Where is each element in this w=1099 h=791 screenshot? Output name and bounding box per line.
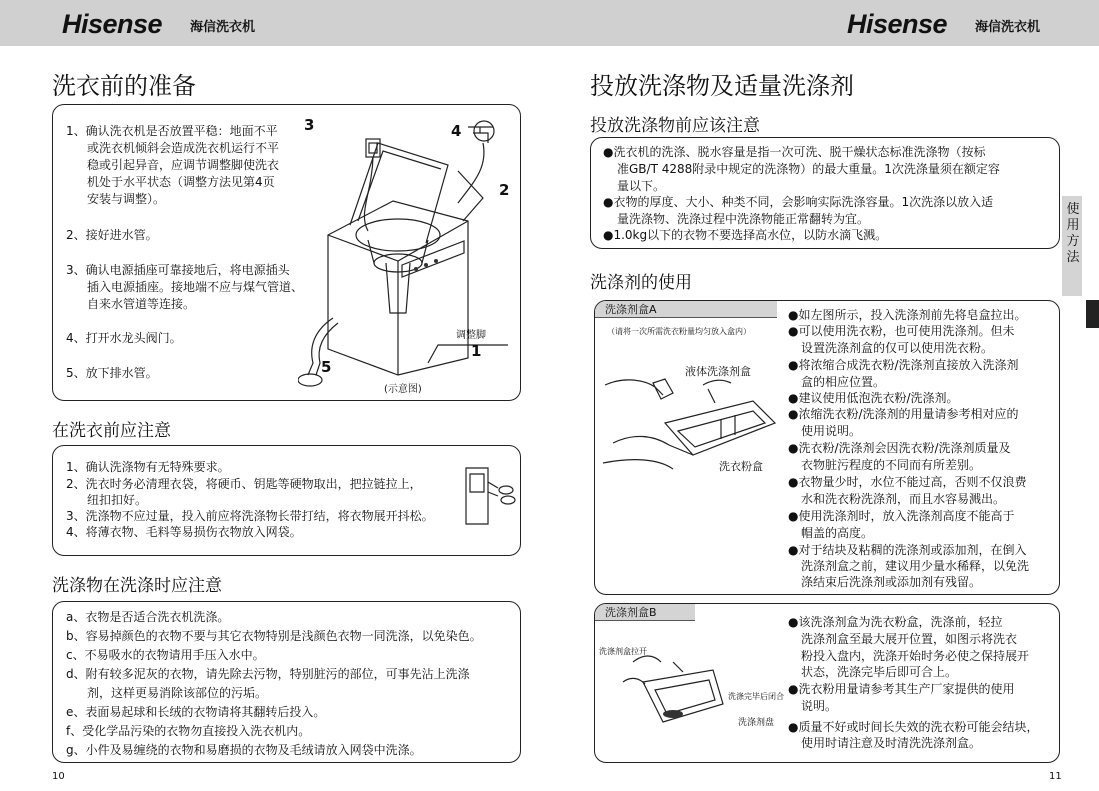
notice-line: 准GB/T 4288附录中规定的洗涤物）的最大重量。1次洗涤量须在额定容 <box>617 162 1000 176</box>
liquid-box-label: 液体洗涤剂盒 <box>685 365 751 378</box>
box-a-line: 帽盖的高度。 <box>801 526 874 540</box>
box-a-line: ●将浓缩合成洗衣粉/洗涤剂直接放入洗涤剂 <box>788 358 1019 372</box>
prep-line: 1、确认洗衣机是否放置平稳：地面不平 <box>66 124 278 138</box>
during-wash-title: 洗涤物在洗涤时应注意 <box>52 576 222 596</box>
detergent-drawer-illustration <box>603 373 785 483</box>
detergent-box-a <box>594 300 1060 595</box>
prep-line: 5、放下排水管。 <box>66 366 158 380</box>
prep-line: 4、打开水龙头阀门。 <box>66 331 182 345</box>
before-wash-title: 在洗衣前应注意 <box>52 421 171 441</box>
side-tab-label: 使用方法 <box>1066 202 1080 265</box>
box-a-line: 洗涤剂盒之前，建议用少量水稀释，以免洗 <box>801 559 1030 573</box>
notice-line: ●洗衣机的洗涤、脱水容量是指一次可洗、脱干燥状态标准洗涤物（按标 <box>603 145 986 159</box>
notice-line: 量洗涤物、洗涤过程中洗涤物能正常翻转为宜。 <box>617 212 870 226</box>
box-a-line: 盒的相应位置。 <box>801 375 886 389</box>
during-wash-line: e、表面易起球和长绒的衣物请将其翻转后投入。 <box>66 705 326 719</box>
before-wash-box <box>52 445 521 556</box>
notice-line: ●衣物的厚度、大小、种类不同，会影响实际洗涤容量。1次洗涤以放入适 <box>603 195 994 209</box>
detergent-tray-label: 洗涤剂盘 <box>738 718 775 728</box>
during-wash-line: g、小件及易缠绕的衣物和易磨损的衣物及毛绒请放入网袋中洗涤。 <box>66 743 422 757</box>
box-b-line: ●洗衣粉用量请参考其生产厂家提供的使用 <box>788 682 1015 696</box>
prep-title: 洗衣前的准备 <box>52 72 196 100</box>
before-wash-line: 4、将薄衣物、毛料等易损伤衣物放入网袋。 <box>66 525 302 539</box>
drawer-b-illustration <box>603 632 743 742</box>
callout-3: 3 <box>304 116 315 134</box>
during-wash-line: 剂，这样更易消除该部位的污垢。 <box>87 686 268 700</box>
box-a-line: 设置洗涤剂盒的仅可以使用洗衣粉。 <box>801 341 994 355</box>
box-b-line: 粉投入盘内，洗涤开始时务必使之保持展开 <box>801 649 1030 663</box>
during-wash-line: c、不易吸水的衣物请用手压入水中。 <box>66 648 265 662</box>
washing-machine-illustration <box>298 113 518 393</box>
page-number-left: 10 <box>52 771 65 782</box>
during-wash-line: b、容易掉颜色的衣物不要与其它衣物特别是浅颜色衣物一同洗涤，以免染色。 <box>66 629 482 643</box>
notice-box <box>590 137 1060 249</box>
prep-line: 2、接好进水管。 <box>66 228 158 242</box>
box-a-line: ●使用洗涤剂时，放入洗涤剂高度不能高于 <box>788 509 1015 523</box>
before-wash-line: 2、洗衣时务必清理衣袋，将硬币、钥匙等硬物取出，把拉链拉上， <box>66 477 422 491</box>
box-a-line: ●建议使用低泡洗衣粉/洗涤剂。 <box>788 391 959 405</box>
callout-2: 2 <box>499 181 510 199</box>
callout-5: 5 <box>321 358 332 376</box>
box-a-line: ●对于结块及粘稠的洗涤剂或添加剂，在倒入 <box>788 543 1027 557</box>
prep-line: 或洗衣机倾斜会造成洗衣机运行不平 <box>87 141 280 155</box>
prep-line: 机处于水平状态（调整方法见第4页 <box>87 175 275 189</box>
notice-line: ●1.0kg以下的衣物不要选择高水位，以防水滴飞溅。 <box>603 228 888 242</box>
box-a-line: ●如左图所示，投入洗涤剂前先将皂盒拉出。 <box>788 308 1027 322</box>
right-page-title: 投放洗涤物及适量洗涤剂 <box>590 72 854 100</box>
box-a-line: 使用说明。 <box>801 424 862 438</box>
box-b-line: ●质量不好或时间长失效的洗衣粉可能会结块， <box>788 720 1039 734</box>
brand-subtitle-left: 海信洗衣机 <box>190 20 256 35</box>
box-a-line: 水和洗衣粉洗涤剂，而且水容易溅出。 <box>801 492 1006 506</box>
brand-logo-right: Hisense <box>847 9 948 39</box>
box-b-line: 洗涤剂盒至最大展开位置，如图示将洗衣 <box>801 632 1018 646</box>
box-b-line: ●该洗涤剂盒为洗衣粉盒，洗涤前，轻拉 <box>788 615 1003 629</box>
prep-box <box>52 104 521 401</box>
during-wash-line: d、附有较多泥灰的衣物，请先除去污物，特别脏污的部位，可事先沾上洗涤 <box>66 667 470 681</box>
callout-1: 1 <box>471 342 482 360</box>
box-a-note: （请将一次所需洗衣粉量均匀放入盒内） <box>607 327 751 336</box>
box-a-line: 涤结束后洗涤剂或添加剂有残留。 <box>801 575 982 589</box>
detergent-box-b <box>594 603 1060 763</box>
box-a-tag: 洗涤剂盒A <box>595 301 777 318</box>
brand-logo-left: Hisense <box>62 9 163 39</box>
prep-line: 插入电源插座。接地端不应与煤气管道、 <box>87 280 304 294</box>
box-a-line: ●可以使用洗衣粉，也可使用洗涤剂。但未 <box>788 324 1015 338</box>
diagram-caption: (示意图) <box>384 384 422 395</box>
box-a-line: ●衣物量少时，水位不能过高，否则不仅浪费 <box>788 475 1027 489</box>
before-wash-line: 1、确认洗涤物有无特殊要求。 <box>66 460 230 474</box>
box-a-line: ●洗衣粉/洗涤剂会因洗衣粉/洗涤剂质量及 <box>788 441 1011 455</box>
box-b-line: 状态，洗涤完毕后即可合上。 <box>801 665 958 679</box>
adjust-foot-label: 调整脚 <box>456 330 486 341</box>
during-wash-line: a、衣物是否适合洗衣机洗涤。 <box>66 610 230 624</box>
notice-line: 量以下。 <box>617 179 666 193</box>
prep-line: 自来水管道等连接。 <box>87 297 196 311</box>
garment-pocket-illustration <box>458 462 518 526</box>
during-wash-box <box>52 601 521 763</box>
prep-line: 安装与调整）。 <box>87 192 166 206</box>
prep-line: 3、确认电源插座可靠接地后，将电源插头 <box>66 263 290 277</box>
box-b-tag: 洗涤剂盒B <box>595 604 695 621</box>
box-a-line: ●浓缩洗衣粉/洗涤剂的用量请参考相对应的 <box>788 407 1019 421</box>
page-number-right: 11 <box>1049 771 1062 782</box>
box-a-line: 衣物脏污程度的不同而有所差别。 <box>801 458 982 472</box>
box-b-line: 使用时请注意及时清洗洗涤剂盒。 <box>801 736 982 750</box>
before-wash-line: 3、洗涤物不应过量，投入前应将洗涤物长带打结，将衣物展开抖松。 <box>66 509 434 523</box>
box-b-line: 说明。 <box>801 699 838 713</box>
drawer-pull-label: 洗涤剂盒拉开 <box>599 647 647 656</box>
prep-line: 稳或引起异音，应调节调整脚使洗衣 <box>87 158 280 172</box>
during-wash-line: f、受化学品污染的衣物勿直接投入洗衣机内。 <box>66 724 311 738</box>
drawer-close-label: 洗涤完毕后闭合 <box>728 692 784 701</box>
side-tab-marker <box>1086 300 1099 328</box>
before-wash-line: 纽扣扣好。 <box>87 493 148 507</box>
callout-4: 4 <box>451 122 462 140</box>
brand-subtitle-right: 海信洗衣机 <box>975 20 1041 35</box>
notice-title: 投放洗涤物前应该注意 <box>590 116 760 136</box>
detergent-title: 洗涤剂的使用 <box>590 273 692 293</box>
powder-box-label: 洗衣粉盒 <box>719 460 763 473</box>
